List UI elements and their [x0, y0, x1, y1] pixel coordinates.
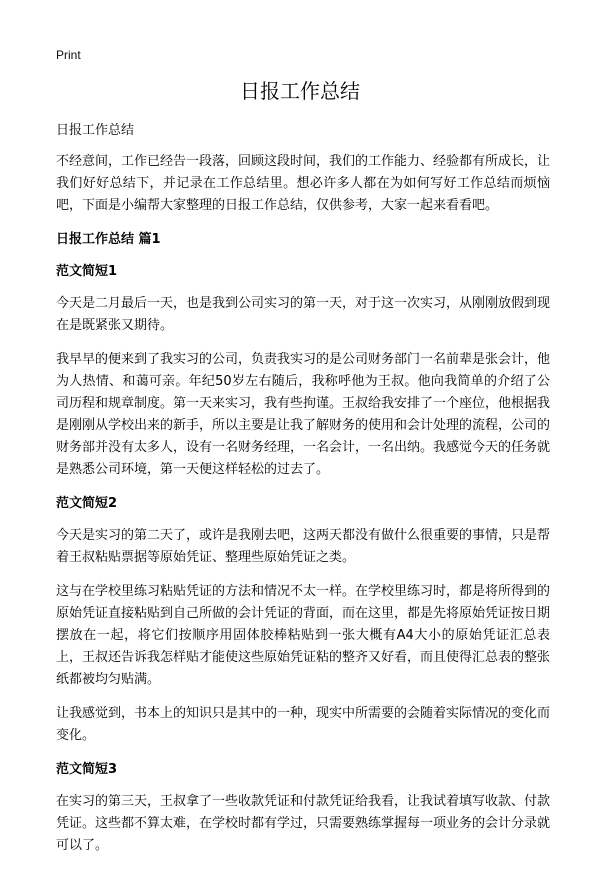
print-label: Print	[56, 48, 81, 62]
paragraph: 今天是二月最后一天，也是我到公司实习的第一天，对于这一次实习，从刚刚放假到现在是既紧张又期待。	[56, 296, 551, 333]
paragraph: 让我感觉到，书本上的知识只是其中的一种，现实中所需要的会随着实际情况的变化而变化。	[56, 706, 551, 743]
paragraph: 在实习的第三天，王叔拿了一些收款凭证和付款凭证给我看，让我试着填写收款、付款凭证。这些都不算太难，在学校时都有学过，只需要熟练掌握每一项业务的会计分录就可以了。	[56, 794, 551, 853]
intro-paragraph: 不经意间，工作已经告一段落，回顾这段时间，我们的工作能力、经验都有所成长，让我们好好总结下，并记录在工作总结里。想必许多人都在为如何写好工作总结而烦恼吧，下面是小编帮大家整理的日报工作总结，仅供参考，大家一起来看看吧。	[56, 154, 551, 213]
example-heading-1: 范文简短1	[56, 264, 118, 279]
document-subtitle: 日报工作总结	[56, 123, 135, 138]
paragraph: 这与在学校里练习粘贴凭证的方法和情况不太一样。在学校里练习时，都是将所得到的原始凭证直接粘贴到自己所做的会计凭证的背面，而在这里，都是先将原始凭证按日期摆放在一起，将它们按顺序用固体胶棒粘贴到一张大概有A4大小的原始凭证汇总表上，王叔还告诉我怎样贴才能使这些原始凭证粘的整齐又好看，而且使得汇总表的整张纸都被均匀贴满。	[56, 584, 551, 687]
paragraph: 我早早的便来到了我实习的公司，负责我实习的是公司财务部门一名前辈是张会计，他为人热情、和蔼可亲。年纪50岁左右随后，我称呼他为王叔。他向我简单的介绍了公司历程和规章制度。第一天来实习，我有些拘谨。王叔给我安排了一个座位，他根据我是刚刚从学校出来的新手，所以主要是让我了解财务的使用和会计处理的流程，公司的财务部并没有太多人，设有一名财务经理，一名会计，一名出纳。我感觉今天的任务就是熟悉公司环境，第一天便这样轻松的过去了。	[56, 352, 551, 477]
example-heading-3: 范文简短3	[56, 762, 118, 777]
example-heading-2: 范文简短2	[56, 496, 118, 511]
page-title: 日报工作总结	[240, 79, 360, 103]
paragraph: 今天是实习的第二天了，或许是我刚去吧，这两天都没有做什么很重要的事情，只是帮着王叔粘贴票据等原始凭证、整理些原始凭证之类。	[56, 528, 551, 565]
document-body	[56, 120, 550, 869]
section-heading: 日报工作总结 篇1	[56, 232, 161, 247]
